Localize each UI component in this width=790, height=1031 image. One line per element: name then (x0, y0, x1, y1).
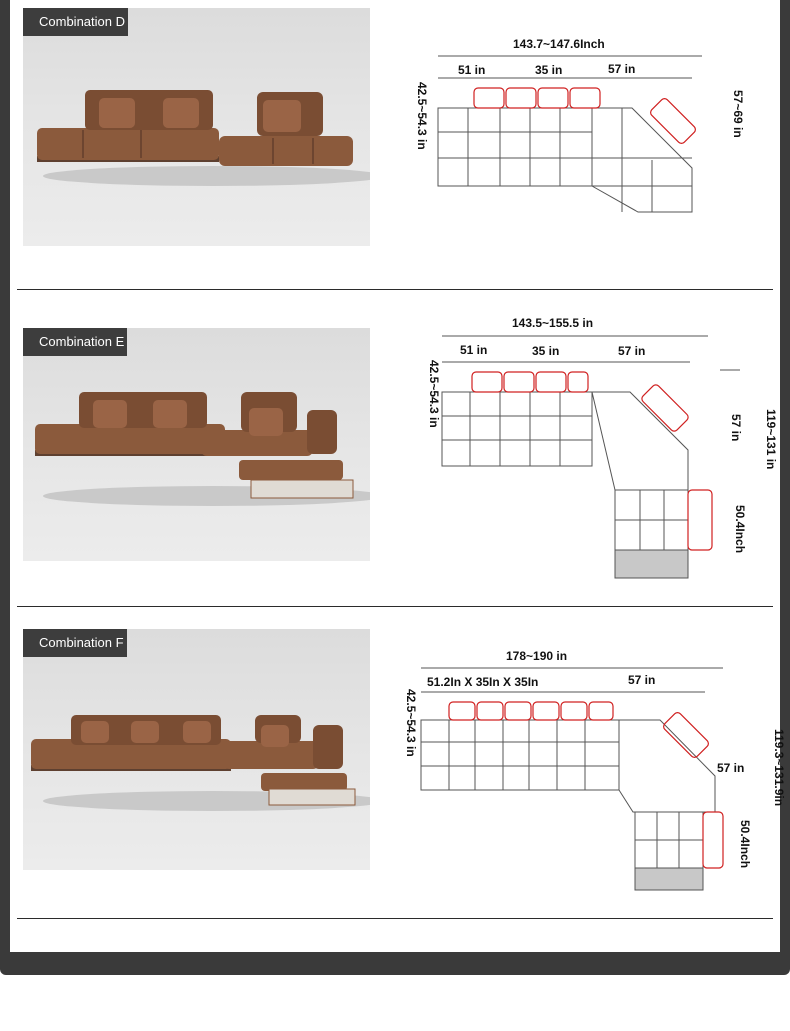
sofa-image-e (23, 328, 370, 561)
total-width-f: 178~190 in (506, 649, 568, 663)
chaise-e: 50.4Inch (733, 505, 747, 554)
seg2-e: 35 in (532, 344, 560, 358)
seg3-e: 57 in (618, 344, 646, 358)
depth-d: 42.5~54.3 in (415, 82, 429, 150)
right-side-e: 57 in (729, 414, 743, 442)
total-height-f: 119.3~131.9in (772, 729, 786, 807)
sofa-image-d (23, 8, 370, 246)
sofa-photo-e (23, 328, 370, 561)
floor-plan-e (410, 330, 770, 585)
sofa-image-f (23, 629, 370, 870)
seg1-d: 51 in (458, 63, 486, 77)
chaise-f: 50.4Inch (738, 820, 752, 869)
floor-plan-f (405, 660, 770, 895)
sofa-photo-f (23, 629, 370, 870)
section-divider (17, 606, 773, 607)
combination-tag: Combination D (23, 8, 128, 36)
combination-tag: Combination F (23, 629, 127, 657)
total-width-e: 143.5~155.5 in (512, 316, 594, 330)
sofa-photo-d (23, 8, 370, 246)
seg2-d: 35 in (535, 63, 563, 77)
seg3-f: 57 in (628, 673, 656, 687)
total-width-d: 143.7~147.6Inch (513, 37, 605, 51)
section-divider (17, 289, 773, 290)
combination-tag: Combination E (23, 328, 127, 356)
seg1-e: 51 in (460, 343, 488, 357)
content-panel (10, 0, 786, 952)
seg3-d: 57 in (608, 62, 636, 76)
total-height-e: 119~131 in (764, 409, 778, 470)
depth-e: 42.5~54.3 in (427, 360, 441, 428)
depth-f: 42.5~54.3 in (404, 689, 418, 757)
section-divider (17, 918, 773, 919)
right-side-d: 57~69 in (731, 90, 745, 138)
right-side-f: 57 in (717, 761, 745, 775)
seg1-f: 51.2In X 35In X 35In (427, 675, 539, 689)
